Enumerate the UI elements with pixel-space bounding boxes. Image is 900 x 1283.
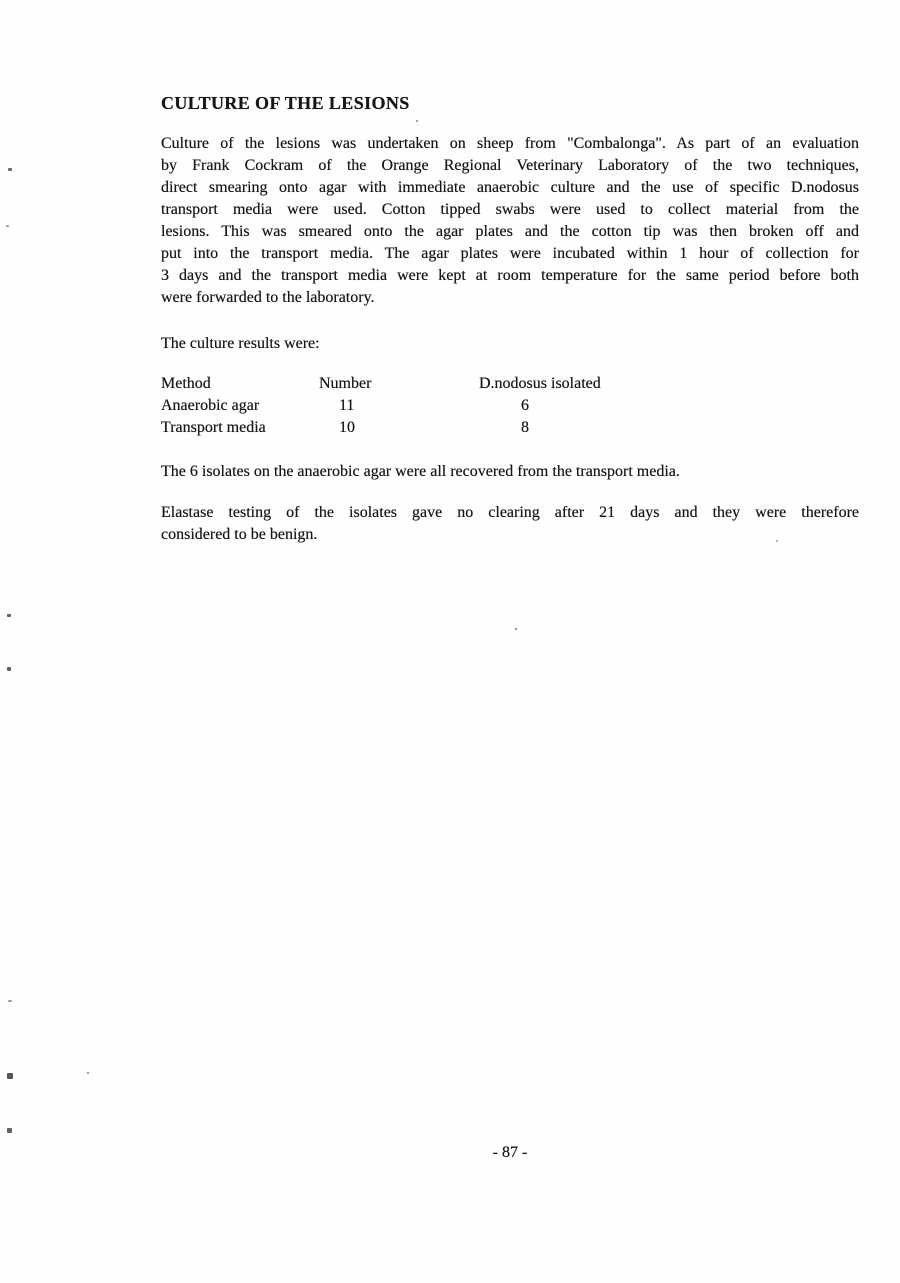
table-header-row <box>161 373 859 395</box>
page-number: - 87 - <box>492 1144 528 1161</box>
results-label: The culture results were: <box>161 335 320 352</box>
scan-speck <box>8 1000 12 1002</box>
isolated-cell: 6 <box>521 397 529 414</box>
table-header-isolated: D.nodosus isolated <box>479 375 601 392</box>
document-content <box>161 0 859 546</box>
intro-paragraph <box>161 133 859 309</box>
table-row <box>161 417 859 439</box>
table-header-number: Number <box>319 375 372 392</box>
scan-speck <box>776 540 778 542</box>
scan-speck <box>87 1072 89 1074</box>
table-header-method: Method <box>161 375 211 392</box>
intro-line: Culture of the lesions was undertaken on sheep from "Combalonga". As part of an evaluation <box>161 135 859 152</box>
intro-line: direct smearing onto agar with immediate anaerobic culture and the use of specific D.nodosus <box>161 179 859 196</box>
scan-speck <box>7 1073 13 1079</box>
elastase-line: considered to be benign. <box>161 526 318 543</box>
scan-speck <box>8 168 12 171</box>
intro-line: 3 days and the transport media were kept at room temperature for the same period before both <box>161 267 859 284</box>
elastase-paragraph <box>161 502 859 546</box>
isolates-note: The 6 isolates on the anaerobic agar were all recovered from the transport media. <box>161 463 680 480</box>
intro-line: by Frank Cockram of the Orange Regional Veterinary Laboratory of the two techniques, <box>161 157 859 174</box>
scan-speck <box>6 225 9 227</box>
page-title: CULTURE OF THE LESIONS <box>161 93 410 113</box>
culture-results-table <box>161 373 859 439</box>
scan-speck <box>7 1128 12 1133</box>
method-cell: Transport media <box>161 419 266 436</box>
scan-speck <box>515 628 517 630</box>
elastase-line: Elastase testing of the isolates gave no clearing after 21 days and they were therefore <box>161 504 859 521</box>
intro-line: lesions. This was smeared onto the agar plates and the cotton tip was then broken off and <box>161 223 859 240</box>
scan-speck <box>416 120 418 122</box>
number-cell: 10 <box>339 419 355 436</box>
number-cell: 11 <box>339 397 355 414</box>
method-cell: Anaerobic agar <box>161 397 260 414</box>
intro-line: were forwarded to the laboratory. <box>161 289 375 306</box>
scan-speck <box>7 614 11 617</box>
isolated-cell: 8 <box>521 419 529 436</box>
intro-line: put into the transport media. The agar plates were incubated within 1 hour of collection for <box>161 245 859 262</box>
scan-speck <box>7 667 11 671</box>
intro-line: transport media were used. Cotton tipped swabs were used to collect material from the <box>161 201 859 218</box>
table-row <box>161 395 859 417</box>
